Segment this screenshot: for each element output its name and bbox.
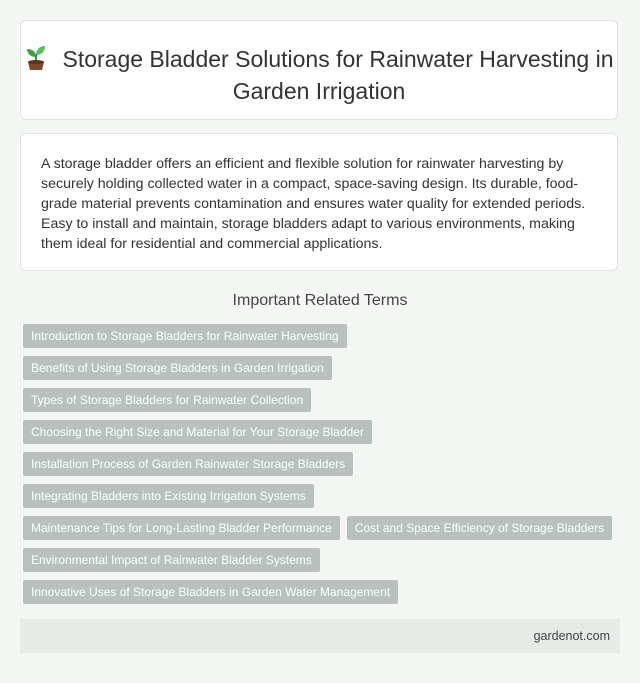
term-tag[interactable]: Introduction to Storage Bladders for Rainwater Harvesting — [23, 324, 347, 348]
term-tag[interactable]: Benefits of Using Storage Bladders in Garden Irrigation — [23, 356, 332, 380]
page-title-text: Storage Bladder Solutions for Rainwater Harvesting in Garden Irrigation — [62, 46, 614, 104]
term-tag[interactable]: Installation Process of Garden Rainwater Storage Bladders — [23, 452, 353, 476]
description-text: A storage bladder offers an efficient and flexible solution for rainwater harvesting by securely holding collected water in a compact, space-saving design. Its durable, food-grade material prevents contamination and ensures water quality for extended periods. Easy to install and maintain, storage bladders adapt to various environments, making them ideal for residential and commercial applications. — [41, 156, 586, 252]
terms-heading: Important Related Terms — [232, 292, 408, 309]
term-tag[interactable]: Maintenance Tips for Long-Lasting Bladder Performance — [23, 516, 340, 540]
term-tag[interactable]: Innovative Uses of Storage Bladders in Garden Water Management — [23, 580, 398, 604]
title-card — [20, 20, 618, 120]
related-terms-list — [23, 324, 623, 604]
term-tag[interactable]: Choosing the Right Size and Material for Your Storage Bladder — [23, 420, 372, 444]
term-tag[interactable]: Types of Storage Bladders for Rainwater Collection — [23, 388, 311, 412]
term-tag[interactable]: Integrating Bladders into Existing Irrigation Systems — [23, 484, 314, 508]
term-tag[interactable]: Environmental Impact of Rainwater Bladder Systems — [23, 548, 320, 572]
sprout-icon — [24, 43, 48, 71]
term-tag[interactable]: Cost and Space Efficiency of Storage Bladders — [347, 516, 612, 540]
description-card — [20, 133, 618, 271]
footer-site[interactable]: gardenot.com — [533, 629, 610, 643]
footer — [20, 619, 620, 653]
page-title — [21, 43, 617, 107]
